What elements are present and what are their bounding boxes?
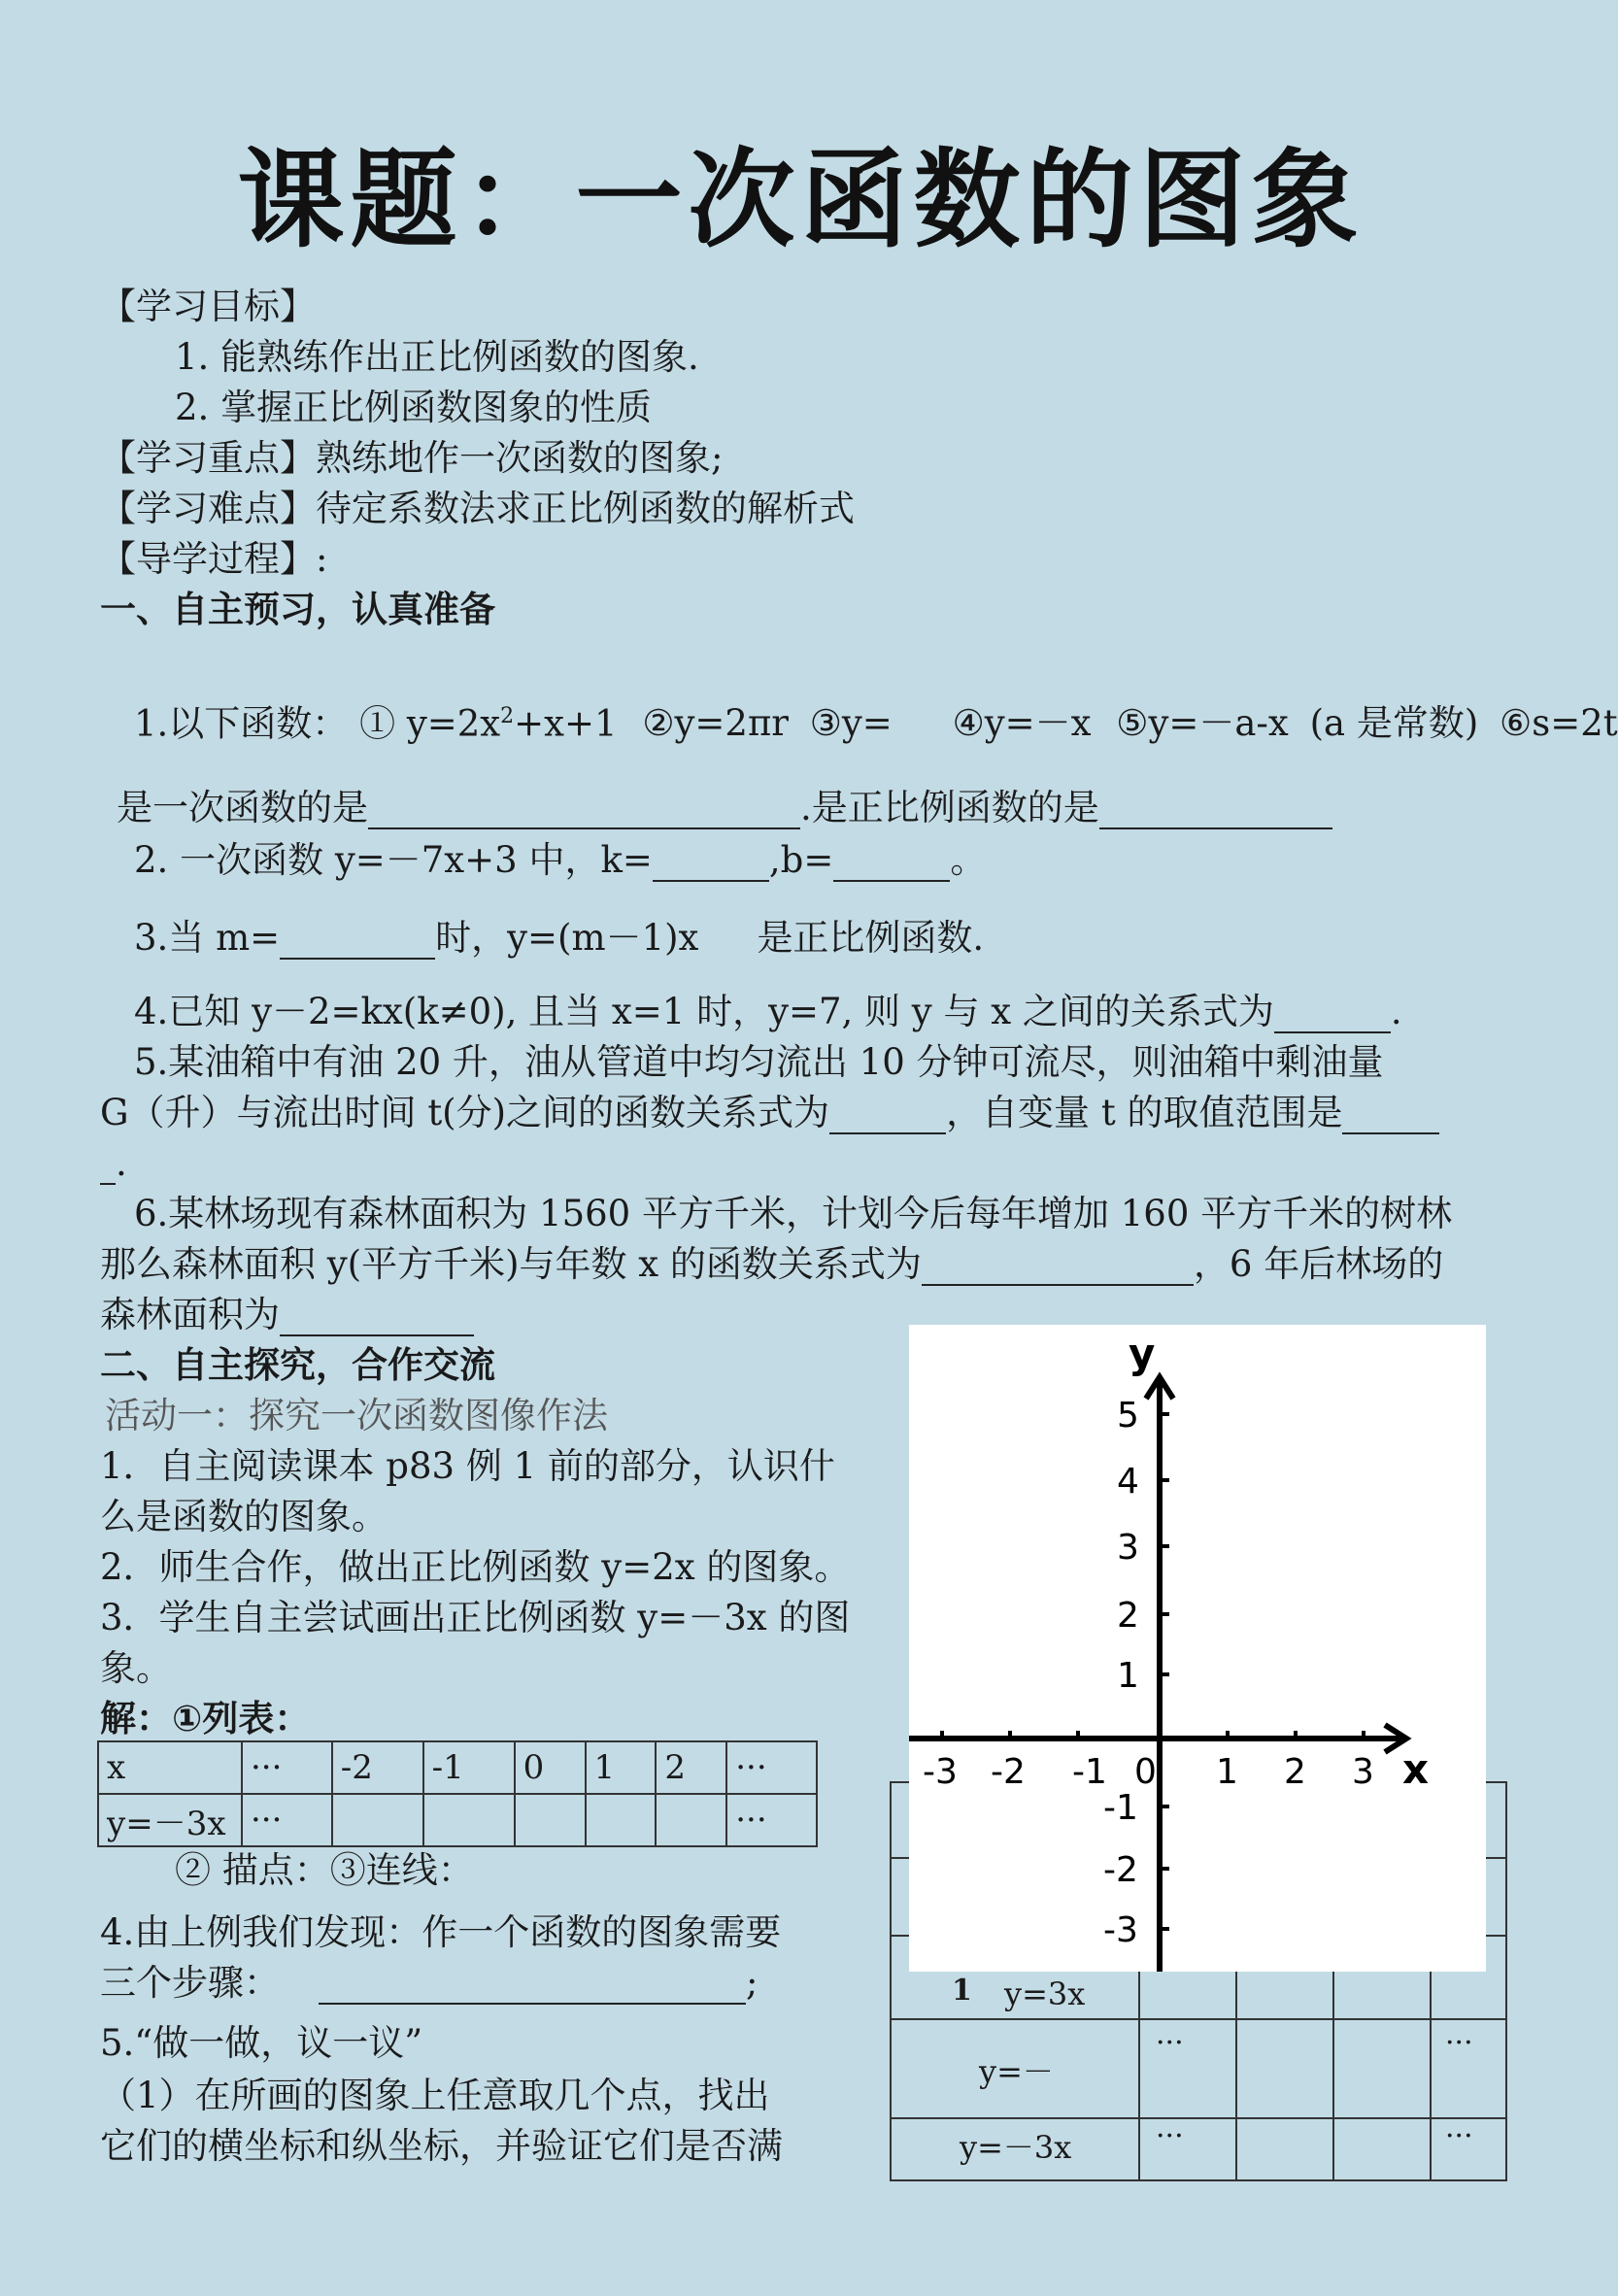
question-1: [134, 695, 1618, 745]
q6-line-3-text: 森林面积为: [100, 1294, 280, 1335]
bg-table-dots: ···: [1445, 2119, 1473, 2153]
q1-f1-sup: 2: [500, 704, 515, 728]
section-1-heading: 一、自主预习，认真准备: [100, 589, 495, 630]
q1-f1-tail: +x+1: [514, 702, 618, 745]
q5-blank-range[interactable]: [1342, 1097, 1439, 1134]
table-cell: ···: [242, 1741, 332, 1794]
bg-table-dots: ···: [1156, 2119, 1184, 2153]
q5-line-2a: G（升）与流出时间 t(分)之间的函数关系式为: [100, 1092, 830, 1133]
y-tick-label: -2: [1103, 1850, 1138, 1890]
q4-text-a: 4.已知 y－2=kx(k≠0), 且当 x=1 时，y=7, 则 y 与 x 之间的关系式为: [134, 991, 1274, 1032]
q1-f3: ③y=: [809, 702, 893, 745]
y-tick-label: -3: [1103, 1910, 1138, 1950]
table-cell: y=－3x: [98, 1794, 242, 1846]
x-tick-labels: [923, 1752, 1374, 1792]
table-cell: -1: [423, 1741, 515, 1794]
question-2: [134, 839, 986, 882]
q1-answer-a: 是一次函数的是: [117, 787, 368, 828]
y-tick-label: 3: [1117, 1528, 1139, 1568]
step-3a: 3．学生自主尝试画出正比例函数 y=－3x 的图: [100, 1597, 851, 1638]
page-title: 课题：一次函数的图象: [237, 138, 1365, 262]
process-header: 【导学过程】:: [100, 538, 328, 580]
table-cell-blank[interactable]: [332, 1794, 423, 1846]
y-tick-label: -1: [1103, 1788, 1138, 1828]
step-3b: 象。: [100, 1647, 172, 1689]
q5-line-1: 5.某油箱中有油 20 升，油从管道中均匀流出 10 分钟可流尽，则油箱中剩油量: [134, 1041, 1384, 1083]
table-cell: 0: [515, 1741, 586, 1794]
difficult-point: 【学习难点】待定系数法求正比例函数的解析式: [100, 488, 855, 529]
q2-text-a: 2. 一次函数 y=－7x+3 中，k=: [134, 839, 653, 881]
q2-blank-b[interactable]: [833, 845, 950, 882]
q1-lead: 1.以下函数：: [134, 702, 349, 745]
bg-table-row-3: y=－3x: [960, 2129, 1072, 2166]
q-steps-blank[interactable]: [319, 1968, 746, 2005]
q4-text-b: .: [1390, 991, 1402, 1032]
value-table: [97, 1740, 818, 1847]
q4-blank[interactable]: [1274, 996, 1391, 1033]
q1-f2: ②y=2πr: [642, 702, 789, 745]
q6-line-1: 6.某林场现有森林面积为 1560 平方千米，计划今后每年增加 160 平方千米的树林: [134, 1193, 1453, 1234]
q1-answer-b: .是正比例函数的是: [800, 787, 1099, 828]
q6-line-3: [100, 1294, 474, 1336]
table-cell-blank[interactable]: [656, 1794, 726, 1846]
section-2-heading: 二、自主探究，合作交流: [100, 1344, 495, 1386]
key-point: 【学习重点】熟练地作一次函数的图象;: [100, 437, 724, 479]
table-cell: 1: [586, 1741, 657, 1794]
y-tick-label: 1: [1117, 1656, 1139, 1696]
goals-header: 【学习目标】: [100, 286, 316, 327]
table-cell: x: [98, 1741, 242, 1794]
axes-svg: [909, 1325, 1486, 1972]
bg-table-dots: ···: [1156, 2026, 1184, 2060]
table-cell: -2: [332, 1741, 423, 1794]
bg-table-fragment: 1: [952, 1974, 972, 2008]
table-row-x: [98, 1741, 817, 1794]
q5-line-3-text: .: [116, 1142, 127, 1184]
x-tick-label: 3: [1352, 1752, 1374, 1792]
table-cell: ···: [242, 1794, 332, 1846]
do-1b: 它们的横坐标和纵坐标，并验证它们是否满: [100, 2125, 783, 2167]
q5-line-2b: ，自变量 t 的取值范围是: [946, 1092, 1343, 1133]
q6-blank-area[interactable]: [280, 1300, 474, 1336]
q3-text-c: 是正比例函数.: [757, 917, 985, 959]
y-tick-label: 2: [1117, 1596, 1139, 1636]
x-tick-label: -2: [991, 1752, 1026, 1792]
step-2: 2．师生合作，做出正比例函数 y=2x 的图象。: [100, 1546, 851, 1588]
q-steps-b: [100, 1962, 758, 2005]
x-tick-label: -3: [923, 1752, 958, 1792]
x-tick-label: -1: [1072, 1752, 1107, 1792]
step-1b: 么是函数的图象。: [100, 1496, 388, 1537]
q2-blank-k[interactable]: [653, 845, 769, 882]
steps-plot-connect: ② 描点：③连线：: [175, 1849, 474, 1891]
q3-blank-m[interactable]: [280, 923, 435, 960]
q6-line-2a: 那么森林面积 y(平方千米)与年数 x 的函数关系式为: [100, 1243, 922, 1285]
question-4: [134, 991, 1402, 1033]
x-axis-label: x: [1402, 1745, 1430, 1793]
table-cell: 2: [656, 1741, 726, 1794]
q-steps-c: ;: [746, 1962, 758, 2004]
q3-text-a: 3.当 m=: [134, 917, 281, 959]
q1-f5-note: (a 是常数): [1309, 702, 1479, 745]
y-axis-label: y: [1129, 1330, 1156, 1377]
q1-blank-b[interactable]: [1099, 793, 1332, 829]
question-3: [134, 917, 984, 960]
x-tick-label: 0: [1134, 1752, 1157, 1792]
solution-label: 解：①列表：: [100, 1698, 311, 1739]
table-cell-blank[interactable]: [586, 1794, 657, 1846]
q1-f6: ⑥s=2t: [1500, 702, 1618, 745]
do-1a: （1）在所画的图象上任意取几个点，找出: [100, 2075, 770, 2116]
q-steps-b-text: 三个步骤：: [100, 1962, 280, 2004]
y-tick-labels: [1103, 1396, 1139, 1950]
q2-text-b: ,b=: [768, 839, 834, 881]
q-steps-a: 4.由上例我们发现：作一个函数的图象需要: [100, 1911, 782, 1953]
q6-line-2: [100, 1243, 1443, 1286]
x-tick-label: 1: [1216, 1752, 1238, 1792]
q5-blank-relation[interactable]: [829, 1097, 946, 1134]
bg-table-row-1: y=3x: [1004, 1975, 1086, 2012]
step-1a: 1．自主阅读课本 p83 例 1 前的部分，认识什: [100, 1445, 835, 1487]
activity-1: 活动一：探究一次函数图像作法: [105, 1395, 608, 1436]
q1-f4: ④y=－x: [952, 702, 1092, 745]
table-cell-blank[interactable]: [423, 1794, 515, 1846]
table-cell: ···: [726, 1741, 817, 1794]
goal-1: 1. 能熟练作出正比例函数的图象.: [175, 336, 699, 378]
q1-blank-a[interactable]: [368, 793, 800, 829]
bg-table-row-2: y=－: [979, 2053, 1054, 2090]
q5-blank-range-cont[interactable]: [100, 1148, 116, 1185]
goal-2: 2. 掌握正比例函数图象的性质: [175, 387, 653, 428]
table-row-y: [98, 1794, 817, 1846]
q6-blank-relation[interactable]: [922, 1249, 1194, 1286]
coordinate-graph: [909, 1325, 1486, 1972]
q1-f1: ① y=2x: [359, 702, 501, 745]
q3-text-b: 时，y=(m－1)x: [435, 917, 699, 959]
q2-text-c: 。: [950, 839, 987, 881]
q6-line-2b: ，6 年后林场的: [1193, 1243, 1444, 1285]
q5-line-3: [100, 1142, 127, 1185]
bg-table-dots: ···: [1445, 2026, 1473, 2060]
do-discuss: 5.“做一做，议一议”: [100, 2022, 423, 2064]
y-tick-label: 4: [1117, 1462, 1139, 1502]
q1-answers: [117, 787, 1332, 829]
x-tick-label: 2: [1284, 1752, 1306, 1792]
table-cell-blank[interactable]: [515, 1794, 586, 1846]
table-cell: ···: [726, 1794, 817, 1846]
q1-f5: ⑤y=－a-x: [1116, 702, 1289, 745]
q5-line-2: [100, 1092, 1439, 1134]
y-tick-label: 5: [1117, 1396, 1139, 1435]
